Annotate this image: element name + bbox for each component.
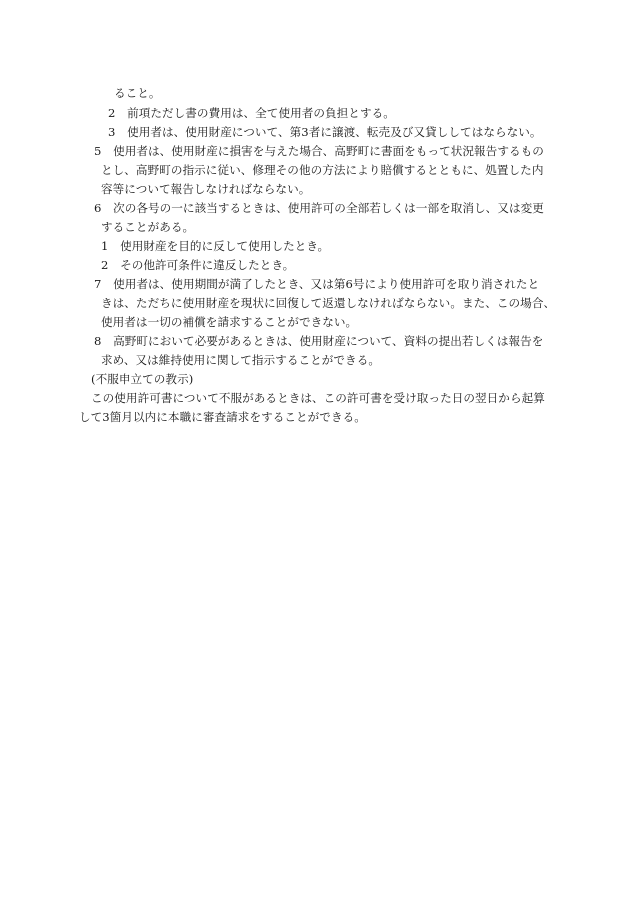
text-line: 5 使用者は、使用財産に損害を与えた場合、高野町に書面をもって状況報告するもの [94,144,544,158]
text-line: 容等について報告しなければならない。 [101,182,311,196]
text-line: することがある。 [101,220,195,234]
text-line: ること。 [114,86,161,100]
text-line: 2 前項ただし書の費用は、全て使用者の負担とする。 [108,106,395,120]
text-line: 8 高野町において必要があるときは、使用財産について、資料の提出若しくは報告を [94,334,544,348]
text-line: 1 使用財産を目的に反して使用したとき。 [101,239,330,253]
text-line: 7 使用者は、使用期間が満了したとき、又は第6号により使用許可を取り消されたと [94,277,540,291]
section-heading: (不服申立ての教示) [91,372,194,386]
text-line: 6 次の各号の一に該当するときは、使用許可の全部若しくは一部を取消し、又は変更 [94,201,544,215]
text-line: 2 その他許可条件に違反したとき。 [101,258,295,272]
text-line: 求め、又は維持使用に関して指示することができる。 [101,353,380,367]
text-line: この使用許可書について不服があるときは、この許可書を受け取った日の翌日から起算 [91,391,545,405]
text-line: きは、ただちに使用財産を現状に回復して返還しなければならない。また、この場合、 [101,296,556,310]
text-line: して3箇月以内に本職に審査請求をすることができる。 [79,410,366,424]
text-line: とし、高野町の指示に従い、修理その他の方法により賠償するとともに、処置した内 [101,163,544,177]
text-line: 3 使用者は、使用財産について、第3者に譲渡、転売及び又貸ししてはならない。 [108,125,542,139]
text-line: 使用者は一切の補償を請求することができない。 [101,315,358,329]
